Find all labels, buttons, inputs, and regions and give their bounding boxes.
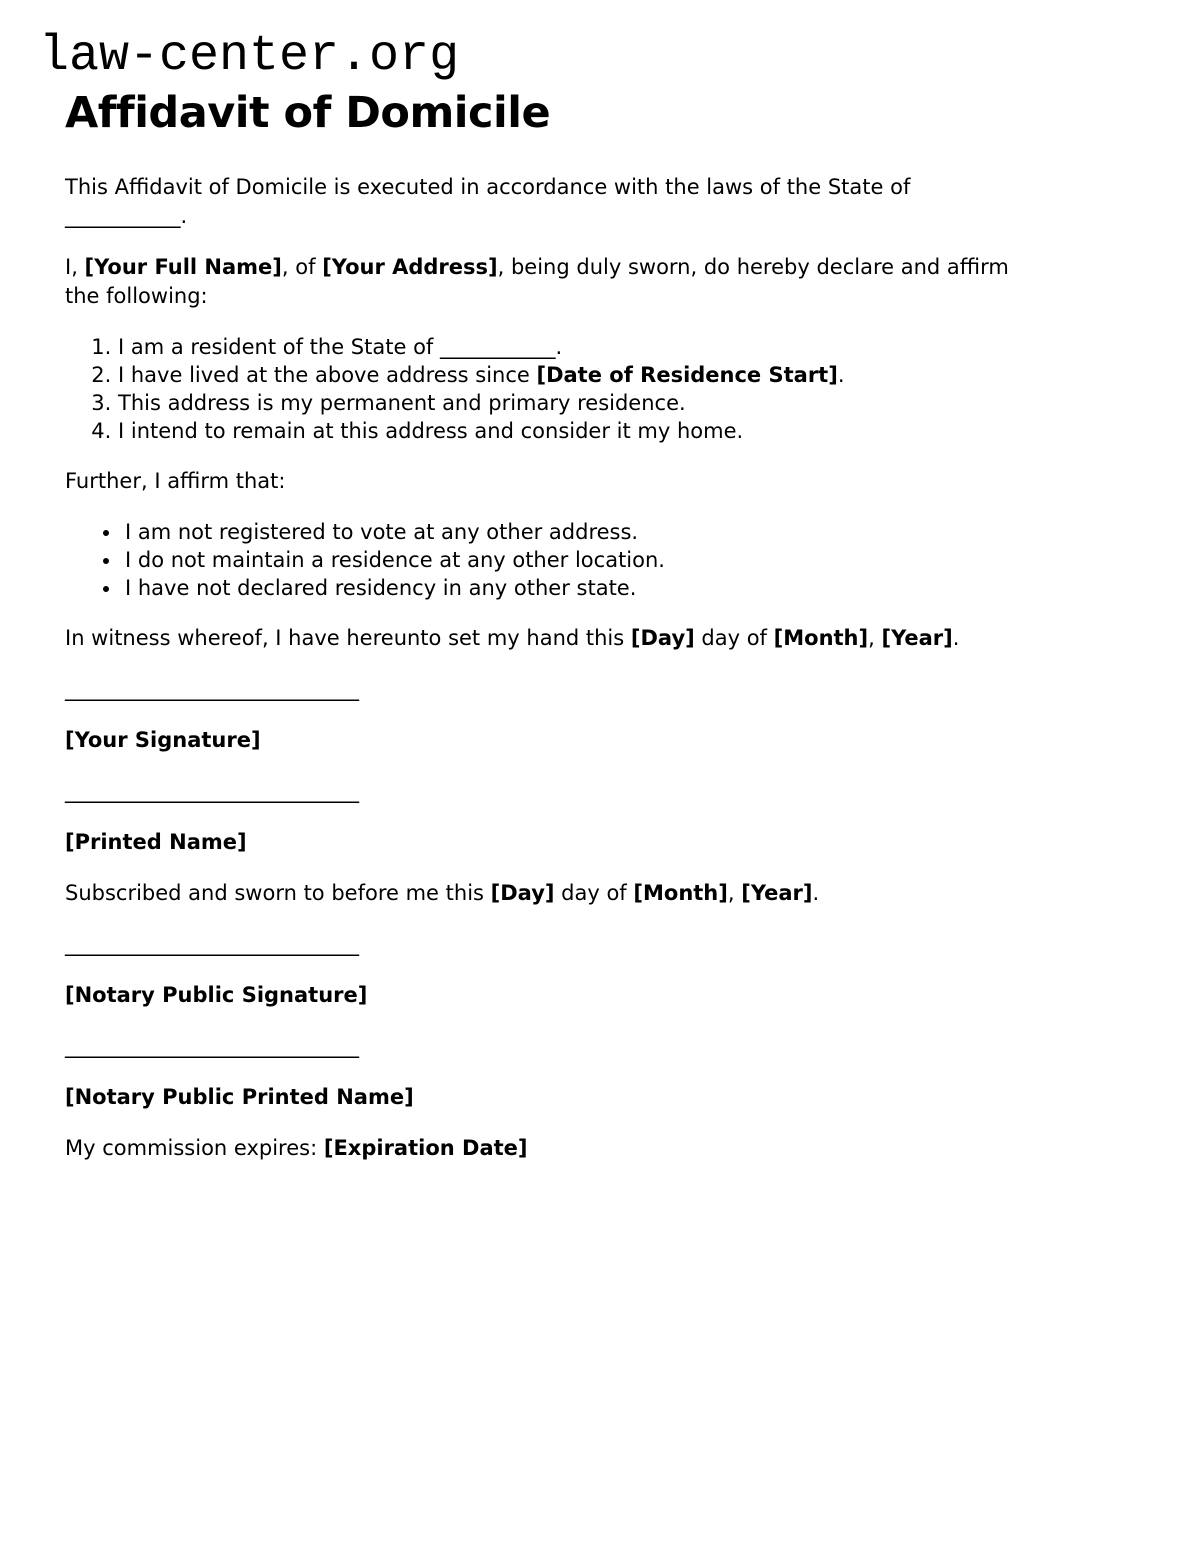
expiration-date-placeholder: [Expiration Date]: [323, 1136, 528, 1160]
notarization-mid1: day of: [554, 881, 634, 905]
month-placeholder: [Month]: [773, 626, 869, 650]
affiant-printed-name-line: ____________________________: [65, 779, 359, 803]
witness-period: .: [952, 626, 960, 650]
commission-text: My commission expires:: [65, 1136, 324, 1160]
notarization-paragraph: [65, 879, 1113, 908]
notary-signature-label: [Notary Public Signature]: [65, 983, 368, 1007]
notary-signature-line: ____________________________: [65, 932, 359, 956]
declarant-paragraph: [65, 253, 1113, 311]
witness-paragraph: [65, 624, 1113, 653]
declarant-lead: I,: [65, 255, 85, 279]
notary-printed-name-line: ____________________________: [65, 1034, 359, 1058]
statement-1-text: I am a resident of the State of: [118, 335, 440, 359]
statement-1-period: .: [555, 335, 563, 359]
notary-month-placeholder: [Month]: [633, 881, 728, 905]
affirmations-list: [65, 518, 1113, 602]
declarant-continuation: the following:: [65, 284, 208, 308]
residence-start-placeholder: [Date of Residence Start]: [536, 363, 838, 387]
statements-list: [65, 333, 1113, 445]
year-placeholder: [Year]: [881, 626, 953, 650]
statement-item-permanent-residence: [118, 389, 1113, 417]
site-logo: law-center.org: [39, 28, 460, 85]
printed-name-label: [Printed Name]: [65, 830, 247, 854]
affirmation-item-voting: • I am not registered to vote at any other address.: [122, 518, 1113, 546]
statement-item-intent-to-remain: [118, 417, 1113, 445]
intro-paragraph: [65, 173, 1113, 231]
declarant-mid: , of: [281, 255, 323, 279]
statement-2-text: I have lived at the above address since: [118, 363, 537, 387]
notary-year-placeholder: [Year]: [741, 881, 813, 905]
notarization-mid2: ,: [727, 881, 742, 905]
witness-text: In witness whereof, I have hereunto set my hand this: [65, 626, 631, 650]
full-name-placeholder: [Your Full Name]: [84, 255, 282, 279]
affirmation-item-other-residence: • I do not maintain a residence at any other location.: [122, 546, 1113, 574]
statement-item-residency: [118, 333, 1113, 361]
affiant-signature-line: ____________________________: [65, 677, 359, 701]
notary-printed-name-label: [Notary Public Printed Name]: [65, 1085, 414, 1109]
witness-mid1: day of: [694, 626, 774, 650]
further-affirm-lead: Further, I affirm that:: [65, 469, 286, 493]
commission-expiration: [65, 1134, 1113, 1163]
notarization-text: Subscribed and sworn to before me this: [65, 881, 491, 905]
statement-4-text: I intend to remain at this address and consider it my home.: [118, 419, 744, 443]
statement-3-text: This address is my permanent and primary residence.: [118, 391, 686, 415]
declarant-tail: , being duly sworn, do hereby declare and affirm: [497, 255, 1009, 279]
statement-1-blank: ___________: [439, 335, 556, 359]
state-blank: ___________: [65, 204, 181, 228]
intro-text: This Affidavit of Domicile is executed in accordance with the laws of the State of: [65, 175, 911, 199]
notarization-period: .: [812, 881, 820, 905]
witness-mid2: ,: [868, 626, 882, 650]
affirmation-item-other-state: • I have not declared residency in any other state.: [122, 574, 1113, 602]
day-placeholder: [Day]: [630, 626, 695, 650]
address-placeholder: [Your Address]: [322, 255, 498, 279]
statement-item-residence-start: [118, 361, 1113, 389]
statement-2-period: .: [837, 363, 845, 387]
notary-day-placeholder: [Day]: [490, 881, 555, 905]
document-title: Affidavit of Domicile: [65, 88, 551, 138]
intro-period: .: [180, 204, 188, 228]
your-signature-label: [Your Signature]: [65, 728, 261, 752]
